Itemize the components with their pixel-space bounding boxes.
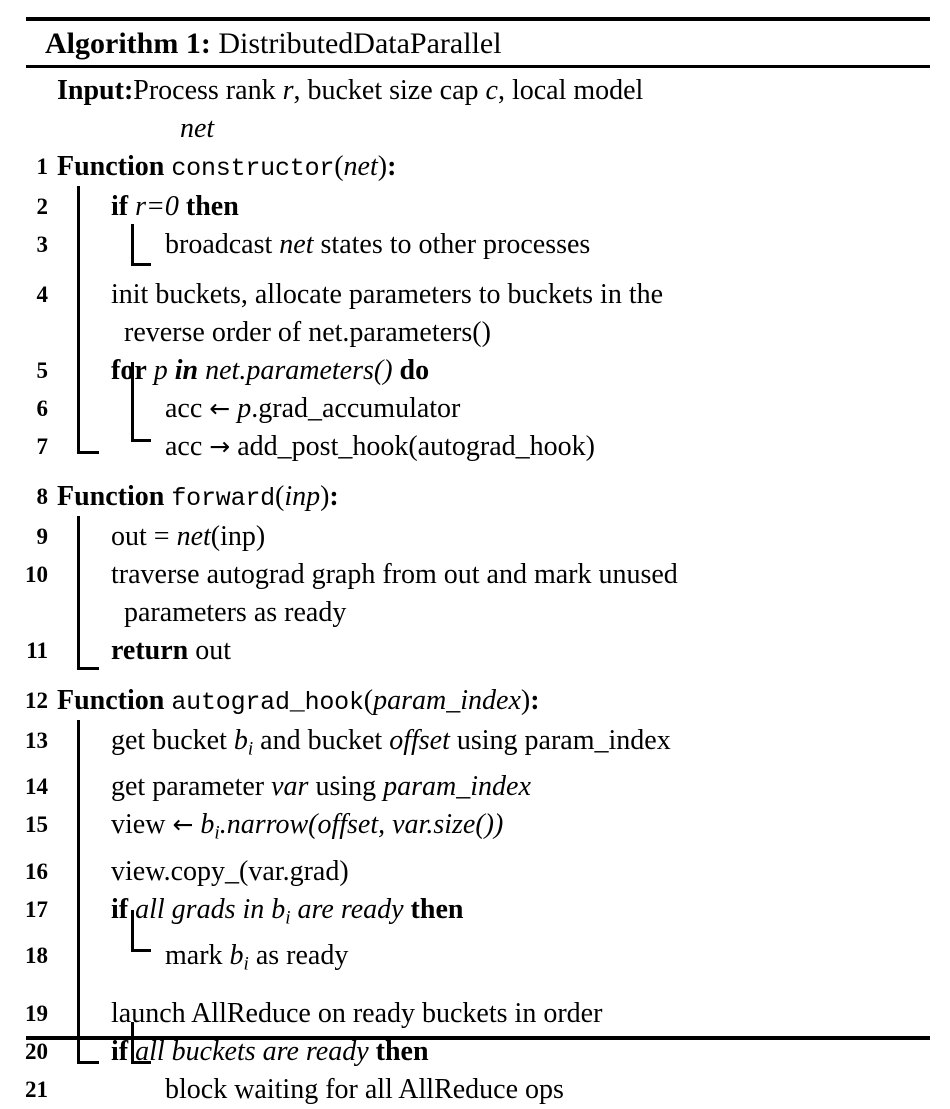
rule-top xyxy=(26,17,930,21)
code-line-2 xyxy=(0,188,950,226)
keyword-if: if xyxy=(111,191,129,222)
code-line-14 xyxy=(0,768,950,806)
function-name: autograd_hook xyxy=(171,688,364,717)
colon: : xyxy=(530,685,540,716)
line-number: 4 xyxy=(36,282,48,307)
keyword-then: then xyxy=(410,893,464,925)
algorithm-body xyxy=(0,72,950,1109)
line-content xyxy=(57,148,950,188)
block-constructor xyxy=(0,148,950,478)
text-part: (inp) xyxy=(210,521,266,552)
line-number: 19 xyxy=(25,1001,48,1027)
line-content xyxy=(57,806,950,852)
text-part: using param_index xyxy=(449,725,671,756)
left-arrow-icon: ← xyxy=(172,810,194,840)
line-content xyxy=(57,1033,950,1071)
subscript-i: i xyxy=(247,738,254,760)
code-line-10 xyxy=(0,556,950,632)
subscript-i: i xyxy=(243,953,249,975)
input-continuation: net xyxy=(180,113,215,144)
keyword-if: if xyxy=(111,893,129,925)
loop-var: p xyxy=(153,355,168,386)
text-part: init buckets, allocate parameters to buckets in the xyxy=(111,279,664,310)
var-var: var xyxy=(271,771,309,803)
line-number: 10 xyxy=(25,562,48,587)
code-line-15 xyxy=(0,806,950,852)
text-part: as ready xyxy=(248,939,349,971)
line-number: 7 xyxy=(36,434,48,459)
line-number: 13 xyxy=(25,728,48,753)
line-content xyxy=(57,682,950,722)
code-line-17 xyxy=(0,891,950,937)
line-content xyxy=(57,188,950,226)
var-bucket: b xyxy=(233,725,248,756)
keyword-then: then xyxy=(375,1036,429,1068)
code-line-19 xyxy=(0,995,950,1033)
line-content: launch AllReduce on ready buckets in order xyxy=(111,998,603,1030)
var-net: net xyxy=(279,229,314,260)
line-number: 8 xyxy=(36,484,48,509)
line-number: 3 xyxy=(36,232,48,257)
code-line-21 xyxy=(0,1071,950,1109)
text-part: acc xyxy=(165,431,203,462)
line-content xyxy=(57,937,950,983)
text-part: get parameter xyxy=(111,771,272,803)
text-continuation: reverse order of net.parameters() xyxy=(124,317,491,348)
line-number: 11 xyxy=(26,638,48,663)
text-part: traverse autograd graph from out and mark unused xyxy=(111,559,678,590)
line-content xyxy=(57,556,950,632)
text-part: view xyxy=(111,809,173,841)
text-part: states to other processes xyxy=(313,229,591,260)
block-autograd-hook xyxy=(0,682,950,1109)
code-line-3 xyxy=(0,226,950,264)
left-arrow-icon: ← xyxy=(209,394,231,423)
line-content: block waiting for all AllReduce ops xyxy=(165,1074,564,1106)
paren-close: ) xyxy=(520,685,531,716)
line-content xyxy=(57,276,950,352)
subscript-i: i xyxy=(285,906,291,928)
input-var-r: r xyxy=(282,75,294,106)
condition: all grads in b xyxy=(135,893,286,925)
var-net: net xyxy=(176,521,211,552)
line-content xyxy=(57,226,950,264)
paren-close: ) xyxy=(320,481,330,512)
input-var-c: c xyxy=(485,75,498,106)
keyword-for: for xyxy=(111,355,147,386)
line-number: 12 xyxy=(25,688,48,713)
var-offset: offset xyxy=(389,725,450,756)
code-line-18 xyxy=(0,937,950,983)
keyword-return: return xyxy=(111,635,189,666)
spacer xyxy=(0,983,950,995)
code-line-13 xyxy=(0,722,950,768)
colon: : xyxy=(329,481,339,512)
input-text-1: Process rank xyxy=(133,75,283,106)
colon: : xyxy=(387,151,397,182)
code-line-5 xyxy=(0,352,950,390)
arg-net: net xyxy=(343,151,378,182)
line-number: 17 xyxy=(25,896,48,922)
keyword-then: then xyxy=(185,191,239,222)
condition: r=0 xyxy=(135,191,179,222)
code-line-20 xyxy=(0,1033,950,1071)
input-content xyxy=(57,72,950,148)
code-line-4 xyxy=(0,276,950,352)
paren-open: ( xyxy=(334,151,344,182)
block-forward xyxy=(0,478,950,682)
paren-open: ( xyxy=(274,481,285,512)
text-part: .narrow(offset, var.size()) xyxy=(219,809,504,841)
line-content xyxy=(57,768,950,806)
keyword-function: Function xyxy=(57,481,165,512)
text-part: get bucket xyxy=(111,725,234,756)
text-part: .grad_accumulator xyxy=(251,393,461,424)
input-text-3: , local model xyxy=(497,75,644,106)
right-arrow-icon: → xyxy=(209,432,231,461)
line-content xyxy=(57,722,950,768)
line-content: view.copy_(var.grad) xyxy=(111,855,349,887)
paren-open: ( xyxy=(363,685,374,716)
keyword-in: in xyxy=(174,355,199,386)
function-name: constructor xyxy=(171,154,335,183)
text-part: acc xyxy=(165,393,203,424)
code-line-11 xyxy=(0,632,950,670)
text-part: and bucket xyxy=(253,725,390,756)
loop-iterable: net.parameters() xyxy=(205,355,393,386)
line-number: 9 xyxy=(36,524,48,549)
code-line-9 xyxy=(0,518,950,556)
arg-param-index: param_index xyxy=(373,685,521,716)
var-param-index: param_index xyxy=(383,771,531,803)
function-name: forward xyxy=(171,484,275,513)
line-number: 20 xyxy=(25,1039,48,1065)
keyword-function: Function xyxy=(57,685,165,716)
line-content xyxy=(57,632,950,670)
algorithm-title xyxy=(45,24,502,64)
line-content xyxy=(57,518,950,556)
line-number: 5 xyxy=(36,358,48,383)
text-part: out = xyxy=(111,521,177,552)
line-number: 1 xyxy=(36,154,48,179)
text-part: using xyxy=(308,771,384,803)
arg-inp: inp xyxy=(284,481,321,512)
line-content xyxy=(57,352,950,390)
code-line-7 xyxy=(0,428,950,466)
input-text-2: , bucket size cap xyxy=(293,75,486,106)
condition: all buckets are ready xyxy=(135,1036,369,1068)
var-bucket: b xyxy=(193,809,215,841)
text-continuation: parameters as ready xyxy=(124,597,347,628)
condition-rest: are ready xyxy=(290,893,404,925)
subscript-i: i xyxy=(214,822,220,844)
var-bucket: b xyxy=(229,939,244,971)
line-number: 15 xyxy=(25,812,48,838)
line-number: 16 xyxy=(25,858,48,884)
line-content xyxy=(57,390,950,428)
line-content xyxy=(57,428,950,466)
algorithm-name: DistributedDataParallel xyxy=(218,27,502,60)
line-number: 6 xyxy=(36,396,48,421)
text-part: mark xyxy=(165,939,230,971)
line-number: 14 xyxy=(25,774,48,800)
line-content xyxy=(57,891,950,937)
line-content xyxy=(57,478,950,518)
line-number: 2 xyxy=(36,194,48,219)
line-number: 18 xyxy=(25,942,48,968)
keyword-function: Function xyxy=(57,151,165,182)
code-line-6 xyxy=(0,390,950,428)
line-number: 21 xyxy=(25,1077,48,1103)
text-part: add_post_hook(autograd_hook) xyxy=(237,431,595,462)
spacer xyxy=(0,466,950,478)
code-line-1 xyxy=(0,148,950,188)
spacer xyxy=(0,670,950,682)
code-line-16 xyxy=(0,853,950,891)
code-line-12 xyxy=(0,682,950,722)
algorithm-number-label: Algorithm 1: xyxy=(45,27,211,60)
input-label: Input: xyxy=(57,75,134,106)
code-line-8 xyxy=(0,478,950,518)
keyword-do: do xyxy=(399,355,430,386)
text-part: out xyxy=(195,635,232,666)
input-row xyxy=(0,72,950,148)
paren-close: ) xyxy=(377,151,388,182)
keyword-if: if xyxy=(111,1036,129,1068)
text-part: broadcast xyxy=(165,229,280,260)
rule-under-title xyxy=(26,65,930,68)
var-p: p xyxy=(237,393,252,424)
